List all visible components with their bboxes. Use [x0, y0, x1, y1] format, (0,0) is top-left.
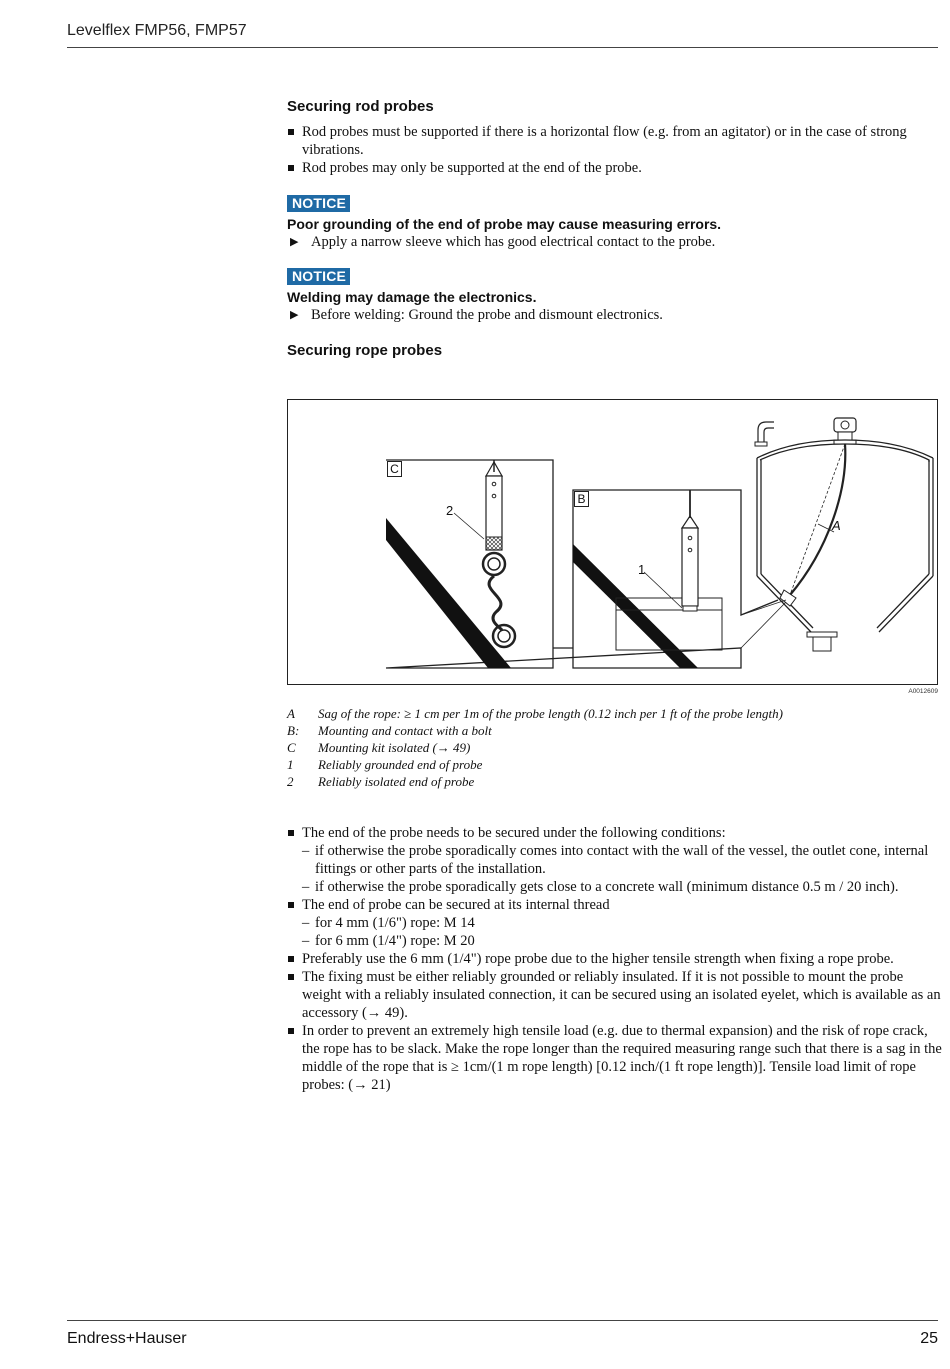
- legend-key: B:: [287, 723, 300, 738]
- section-heading-rod: Securing rod probes: [287, 98, 434, 115]
- legend-text: Mounting kit isolated (→ 49): [318, 740, 471, 755]
- footer-rule: [67, 1320, 938, 1321]
- legend-key: A: [287, 706, 295, 721]
- sub-list: [302, 914, 942, 950]
- figure-label-a: A: [832, 518, 841, 533]
- action-arrow-icon: ▶: [290, 309, 299, 321]
- sub-list-item: – for 4 mm (1/6") rope: M 14: [302, 914, 942, 932]
- page-header-title: Levelflex FMP56, FMP57: [67, 22, 247, 39]
- sub-list-item: – if otherwise the probe sporadically comes into contact with the wall of the vessel, the outlet cone, internal fittings or other parts of the installation.: [302, 842, 942, 878]
- action-arrow-icon: ▶: [290, 236, 299, 248]
- sub-list-item: – if otherwise the probe sporadically gets close to a concrete wall (minimum distance 0.5 m / 20 inch).: [302, 878, 942, 896]
- figure-id: A0012609: [908, 688, 938, 695]
- rod-bullet-list: [287, 123, 942, 177]
- legend-row: [287, 705, 783, 722]
- notice-action: [287, 306, 942, 324]
- legend-text: Sag of the rope: ≥ 1 cm per 1m of the probe length (0.12 inch per 1 ft of the probe length): [318, 706, 783, 721]
- rope-requirements: [287, 824, 942, 1094]
- legend-row: [287, 722, 783, 739]
- sub-list: [302, 842, 942, 896]
- legend-key: C: [287, 740, 296, 755]
- list-item-text: The end of the probe needs to be secured under the following conditions:: [302, 825, 726, 841]
- header-rule: [67, 47, 938, 48]
- figure-legend: [287, 705, 783, 790]
- figure-callout-1: 1: [638, 562, 646, 577]
- page-number: 25: [920, 1330, 938, 1347]
- notice-action: [287, 233, 942, 251]
- list-item: In order to prevent an extremely high tensile load (e.g. due to thermal expansion) and the risk of rope crack, the rope has to be slack. Make the rope longer than the required measuring range such that there is a sag in the middle of the rope that is ≥ 1cm/(1 m rope length) [0.12 inch/(1 ft rope length)]. Tensile load limit of rope probes: (→ 21): [287, 1022, 942, 1094]
- notice-badge: NOTICE: [287, 195, 350, 212]
- notice-title: Poor grounding of the end of probe may cause measuring errors.: [287, 216, 722, 232]
- legend-text: Mounting and contact with a bolt: [318, 723, 492, 738]
- legend-key: 2: [287, 774, 294, 789]
- legend-key: 1: [287, 757, 294, 772]
- list-item: Rod probes may only be supported at the end of the probe.: [287, 159, 942, 177]
- sub-list-item: – for 6 mm (1/4") rope: M 20: [302, 932, 942, 950]
- list-item: [287, 824, 942, 896]
- legend-row: [287, 756, 783, 773]
- notice-title: Welding may damage the electronics.: [287, 289, 537, 305]
- notice-action-text: Before welding: Ground the probe and dismount electronics.: [311, 307, 663, 323]
- main-content: [287, 98, 942, 367]
- list-item-text: The end of probe can be secured at its internal thread: [302, 897, 610, 913]
- list-item: Preferably use the 6 mm (1/4") rope probe due to the higher tensile strength when fixing a rope probe.: [287, 950, 942, 968]
- rope-probe-drawing: [288, 400, 937, 684]
- section-heading-rope: Securing rope probes: [287, 342, 443, 359]
- footer-company: Endress+Hauser: [67, 1330, 187, 1347]
- list-item: [287, 896, 942, 950]
- notice-block-2: [287, 268, 942, 324]
- legend-row: [287, 773, 783, 790]
- figure-label-c: C: [387, 461, 402, 477]
- rope-probe-figure: [287, 399, 938, 685]
- figure-callout-2: 2: [446, 503, 454, 518]
- requirements-list: [287, 824, 942, 1094]
- notice-block-1: [287, 195, 942, 251]
- legend-text: Reliably grounded end of probe: [318, 757, 483, 772]
- legend-row: [287, 739, 783, 756]
- legend-text: Reliably isolated end of probe: [318, 774, 475, 789]
- notice-action-text: Apply a narrow sleeve which has good electrical contact to the probe.: [311, 234, 716, 250]
- list-item: The fixing must be either reliably grounded or reliably insulated. If it is not possible to mount the probe weight with a reliably insulated connection, it can be secured using an isolated eyelet, which is available as an accessory (→ 49).: [287, 968, 942, 1022]
- notice-badge: NOTICE: [287, 268, 350, 285]
- list-item: Rod probes must be supported if there is a horizontal flow (e.g. from an agitator) or in the case of strong vibrations.: [287, 123, 942, 159]
- figure-label-b: B: [574, 491, 589, 507]
